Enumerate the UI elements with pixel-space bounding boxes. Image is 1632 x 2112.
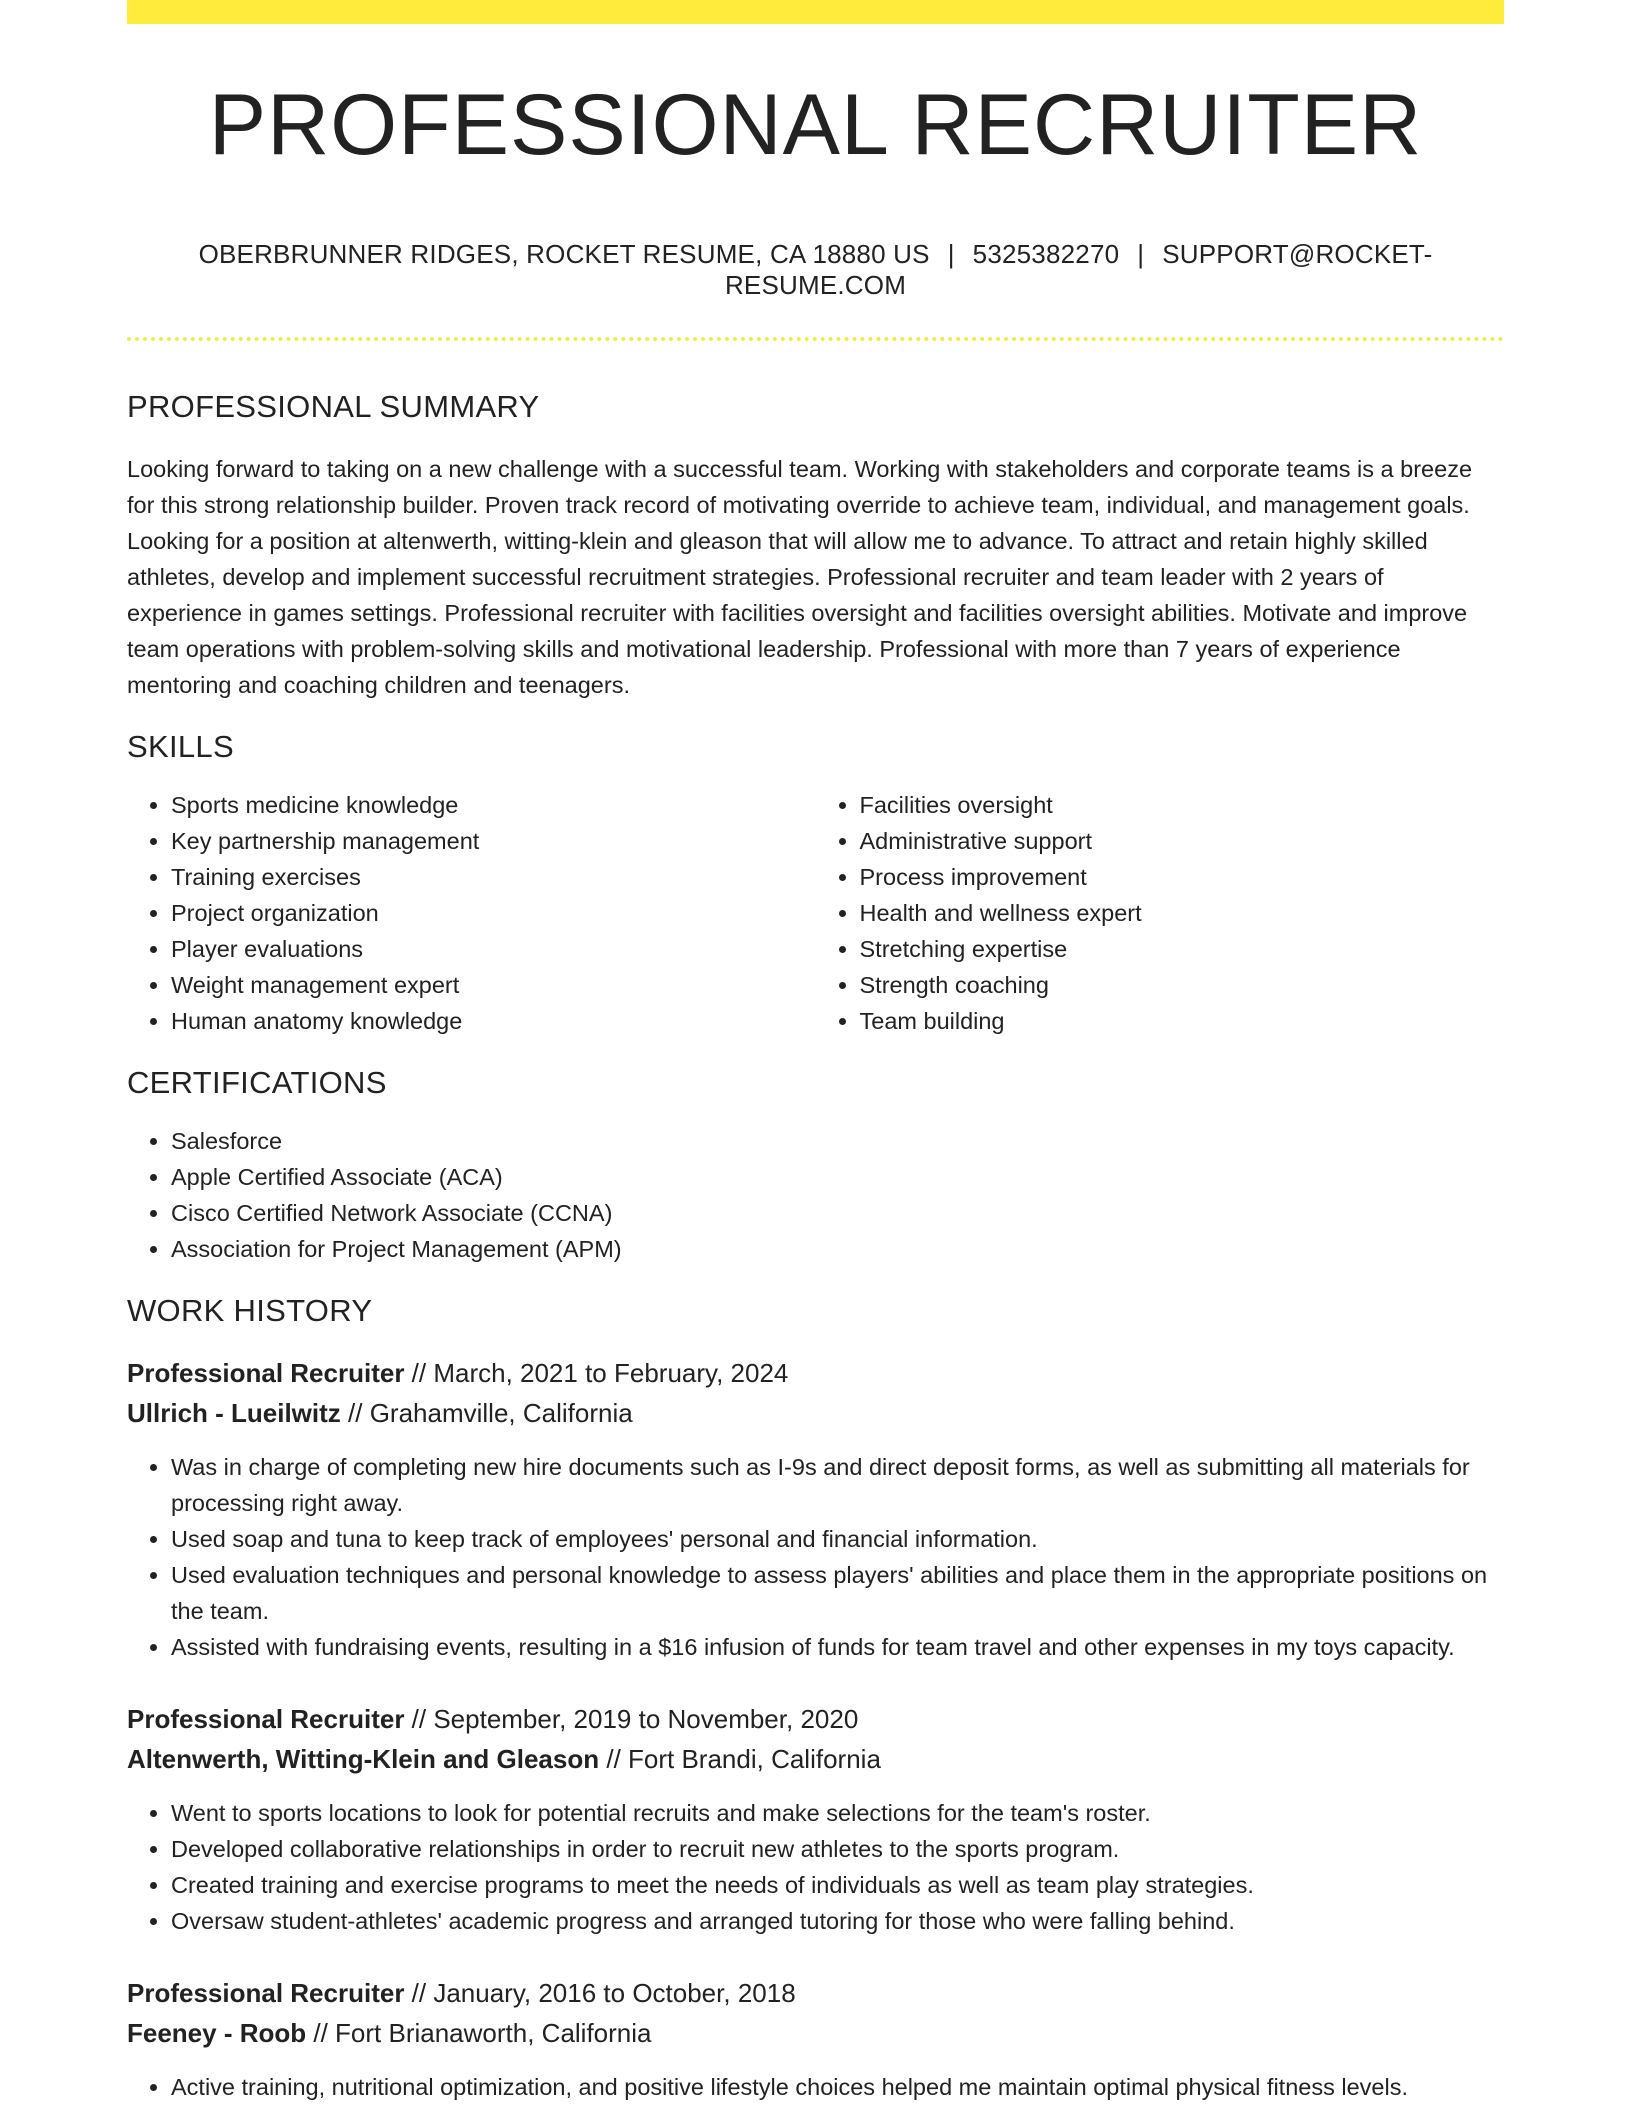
job-dates: // September, 2019 to November, 2020 <box>404 1703 859 1734</box>
job-entry <box>127 1353 1504 1665</box>
skill-item: • Stretching expertise <box>860 931 1505 967</box>
job-dates: // March, 2021 to February, 2024 <box>404 1357 789 1388</box>
job-bullet-list <box>127 2069 1504 2105</box>
certifications-list <box>127 1123 1504 1267</box>
page-title: PROFESSIONAL RECRUITER <box>208 77 1423 173</box>
job-role: Professional Recruiter <box>127 1977 405 2008</box>
contact-phone: 5325382270 <box>972 238 1120 269</box>
job-bullet: • Was in charge of completing new hire documents such as I-9s and direct deposit forms, as well as submitting all materials for processing right away. <box>171 1449 1504 1521</box>
certification-item: • Association for Project Management (APM) <box>171 1231 1504 1267</box>
certification-item: • Apple Certified Associate (ACA) <box>171 1159 1504 1195</box>
job-location: // Grahamville, California <box>340 1397 633 1428</box>
job-bullet: • Used soap and tuna to keep track of employees' personal and financial information. <box>171 1521 1504 1557</box>
contact-separator: | <box>947 238 955 269</box>
job-entry <box>127 1699 1504 1939</box>
dotted-divider <box>127 337 1504 341</box>
job-bullet: • Oversaw student-athletes' academic progress and arranged tutoring for those who were falling behind. <box>171 1903 1504 1939</box>
skill-item: • Team building <box>860 1003 1505 1039</box>
certification-item: • Salesforce <box>171 1123 1504 1159</box>
skill-item: • Facilities oversight <box>860 787 1505 823</box>
skill-item: • Health and wellness expert <box>860 895 1505 931</box>
job-bullet: • Developed collaborative relationships in order to recruit new athletes to the sports program. <box>171 1831 1504 1867</box>
summary-text: Looking forward to taking on a new challenge with a successful team. Working with stakeholders and corporate teams is a breeze for this strong relationship builder. Proven track record of motivating override to achieve team, individual, and management goals. Looking for a position at altenwerth, witting-klein and gleason that will allow me to advance. To attract and retain highly skilled athletes, develop and implement successful recruitment strategies. Professional recruiter and team leader with 2 years of experience in games settings. Professional recruiter with facilities oversight and facilities oversight abilities. Motivate and improve team operations with problem-solving skills and motivational leadership. Professional with more than 7 years of experience mentoring and coaching children and teenagers. <box>127 455 1473 698</box>
skill-item: • Player evaluations <box>171 931 816 967</box>
skill-item: • Human anatomy knowledge <box>171 1003 816 1039</box>
job-bullet: • Created training and exercise programs to meet the needs of individuals as well as team play strategies. <box>171 1867 1504 1903</box>
skill-item: • Project organization <box>171 895 816 931</box>
job-title-line <box>127 1699 1504 1739</box>
job-dates: // January, 2016 to October, 2018 <box>404 1977 796 2008</box>
contact-address: OBERBRUNNER RIDGES, ROCKET RESUME, CA 18880 US <box>198 238 930 269</box>
job-company-line <box>127 1739 1504 1779</box>
job-title-line <box>127 1973 1504 2013</box>
job-role: Professional Recruiter <box>127 1703 405 1734</box>
job-location: // Fort Brandi, California <box>599 1743 881 1774</box>
job-location: // Fort Brianaworth, California <box>306 2017 652 2048</box>
skill-item: • Weight management expert <box>171 967 816 1003</box>
job-bullet: • Assisted with fundraising events, resulting in a $16 infusion of funds for team travel and other expenses in my toys capacity. <box>171 1629 1504 1665</box>
contact-email: SUPPORT@ROCKET-RESUME.COM <box>724 238 1433 300</box>
job-company-line <box>127 2013 1504 2053</box>
job-bullet-list <box>127 1795 1504 1939</box>
skill-item: • Process improvement <box>860 859 1505 895</box>
job-role: Professional Recruiter <box>127 1357 405 1388</box>
job-entry <box>127 1973 1504 2105</box>
skill-item: • Administrative support <box>860 823 1505 859</box>
job-bullet-list <box>127 1449 1504 1665</box>
job-company: Ullrich - Lueilwitz <box>127 1397 341 1428</box>
skills-grid <box>127 787 1504 1039</box>
skills-heading: SKILLS <box>127 728 234 764</box>
accent-bar <box>127 0 1504 24</box>
work-history-heading: WORK HISTORY <box>127 1292 373 1328</box>
skills-right-list <box>816 787 1505 1039</box>
skill-item: • Key partnership management <box>171 823 816 859</box>
contact-line <box>127 239 1504 301</box>
job-bullet: • Used evaluation techniques and personal knowledge to assess players' abilities and place them in the appropriate positions on the team. <box>171 1557 1504 1629</box>
job-company-line <box>127 1393 1504 1433</box>
job-bullet: • Active training, nutritional optimization, and positive lifestyle choices helped me maintain optimal physical fitness levels. <box>171 2069 1504 2105</box>
skill-item: • Strength coaching <box>860 967 1505 1003</box>
resume-content <box>127 24 1504 2105</box>
skill-item: • Training exercises <box>171 859 816 895</box>
summary-heading: PROFESSIONAL SUMMARY <box>127 388 540 424</box>
certifications-heading: CERTIFICATIONS <box>127 1064 387 1100</box>
contact-separator: | <box>1137 238 1145 269</box>
job-bullet: • Went to sports locations to look for potential recruits and make selections for the team's roster. <box>171 1795 1504 1831</box>
job-company: Feeney - Roob <box>127 2017 307 2048</box>
skills-left-list <box>127 787 816 1039</box>
skill-item: • Sports medicine knowledge <box>171 787 816 823</box>
certification-item: • Cisco Certified Network Associate (CCNA) <box>171 1195 1504 1231</box>
job-company: Altenwerth, Witting-Klein and Gleason <box>127 1743 600 1774</box>
job-title-line <box>127 1353 1504 1393</box>
